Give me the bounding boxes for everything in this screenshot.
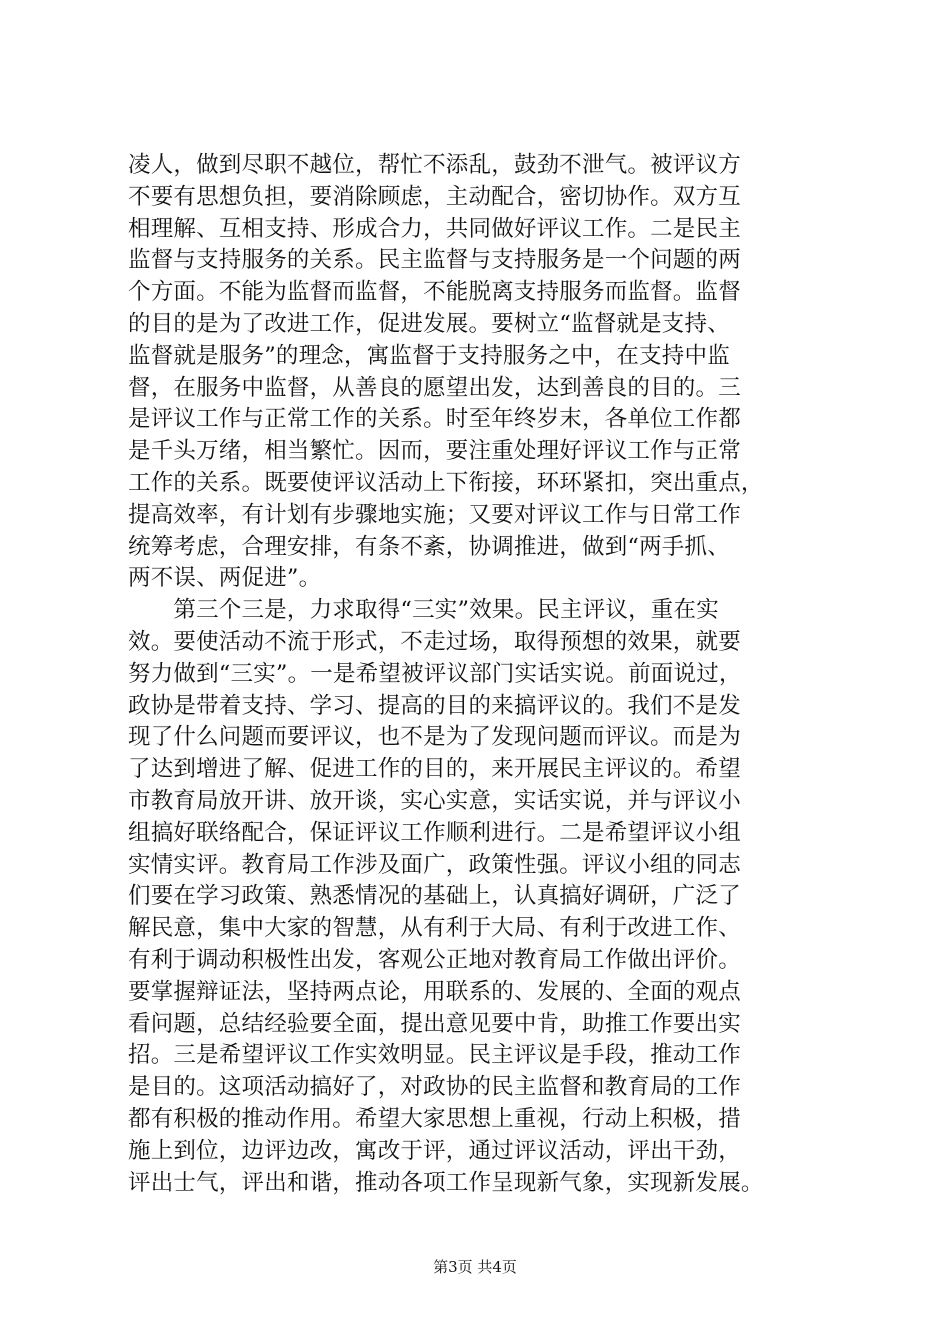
text-line: 组搞好联络配合，保证评议工作顺利进行。二是希望评议小组 bbox=[128, 819, 741, 846]
text-line: 工作的关系。既要使评议活动上下衔接，环环紧扣，突出重点， bbox=[128, 469, 764, 496]
text-line: 招。三是希望评议工作实效明显。民主评议是手段，推动工作 bbox=[128, 1042, 741, 1069]
page-footer: 第3页 共4页 bbox=[433, 1258, 517, 1276]
text-line: 效。要使活动不流于形式，不走过场，取得预想的效果，就要 bbox=[128, 628, 741, 655]
text-line: 看问题，总结经验要全面，提出意见要中肯，助推工作要出实 bbox=[128, 1010, 741, 1037]
text-line: 第三个三是，力求取得“三实”效果。民主评议，重在实 bbox=[128, 597, 719, 624]
text-line: 市教育局放开讲、放开谈，实心实意，实话实说，并与评议小 bbox=[128, 787, 741, 814]
body-text bbox=[128, 150, 838, 1199]
text-line: 都有积极的推动作用。希望大家思想上重视，行动上积极，措 bbox=[128, 1105, 741, 1132]
text-line: 的目的是为了改进工作，促进发展。要树立“监督就是支持、 bbox=[128, 310, 730, 337]
text-line: 两不误、两促进”。 bbox=[128, 565, 322, 592]
text-line: 了达到增进了解、促进工作的目的，来开展民主评议的。希望 bbox=[128, 756, 741, 783]
text-line: 提高效率，有计划有步骤地实施；又要对评议工作与日常工作 bbox=[128, 501, 741, 528]
text-line: 实情实评。教育局工作涉及面广，政策性强。评议小组的同志 bbox=[128, 851, 741, 878]
text-line: 相理解、互相支持、形成合力，共同做好评议工作。二是民主 bbox=[128, 215, 741, 242]
text-line: 是评议工作与正常工作的关系。时至年终岁末，各单位工作都 bbox=[128, 406, 741, 433]
text-line: 个方面。不能为监督而监督，不能脱离支持服务而监督。监督 bbox=[128, 279, 741, 306]
text-line: 施上到位，边评边改，寓改于评，通过评议活动，评出干劲， bbox=[128, 1137, 741, 1164]
text-line: 要掌握辩证法，坚持两点论，用联系的、发展的、全面的观点 bbox=[128, 978, 741, 1005]
text-line: 政协是带着支持、学习、提高的目的来搞评议的。我们不是发 bbox=[128, 692, 741, 719]
text-line: 督，在服务中监督，从善良的愿望出发，达到善良的目的。三 bbox=[128, 374, 741, 401]
text-line: 凌人，做到尽职不越位，帮忙不添乱，鼓劲不泄气。被评议方 bbox=[128, 152, 741, 178]
text-line: 是千头万绪，相当繁忙。因而，要注重处理好评议工作与正常 bbox=[128, 438, 741, 465]
text-line: 现了什么问题而要评议，也不是为了发现问题而评议。而是为 bbox=[128, 724, 741, 751]
text-line: 不要有思想负担，要消除顾虑，主动配合，密切协作。双方互 bbox=[128, 183, 741, 210]
text-line: 是目的。这项活动搞好了，对政协的民主监督和教育局的工作 bbox=[128, 1074, 741, 1101]
text-line: 努力做到“三实”。一是希望被评议部门实话实说。前面说过， bbox=[128, 660, 742, 687]
text-line: 们要在学习政策、熟悉情况的基础上，认真搞好调研，广泛了 bbox=[128, 883, 741, 910]
text-line: 评出士气，评出和谐，推动各项工作呈现新气象，实现新发展。 bbox=[128, 1169, 764, 1196]
text-line: 监督与支持服务的关系。民主监督与支持服务是一个问题的两 bbox=[128, 247, 741, 274]
text-line: 监督就是服务”的理念，寓监督于支持服务之中，在支持中监 bbox=[128, 342, 730, 369]
text-line: 解民意，集中大家的智慧，从有利于大局、有利于改进工作、 bbox=[128, 915, 741, 942]
text-line: 有利于调动积极性出发，客观公正地对教育局工作做出评价。 bbox=[128, 946, 741, 973]
text-line: 统筹考虑，合理安排，有条不紊，协调推进，做到“两手抓、 bbox=[128, 533, 730, 560]
